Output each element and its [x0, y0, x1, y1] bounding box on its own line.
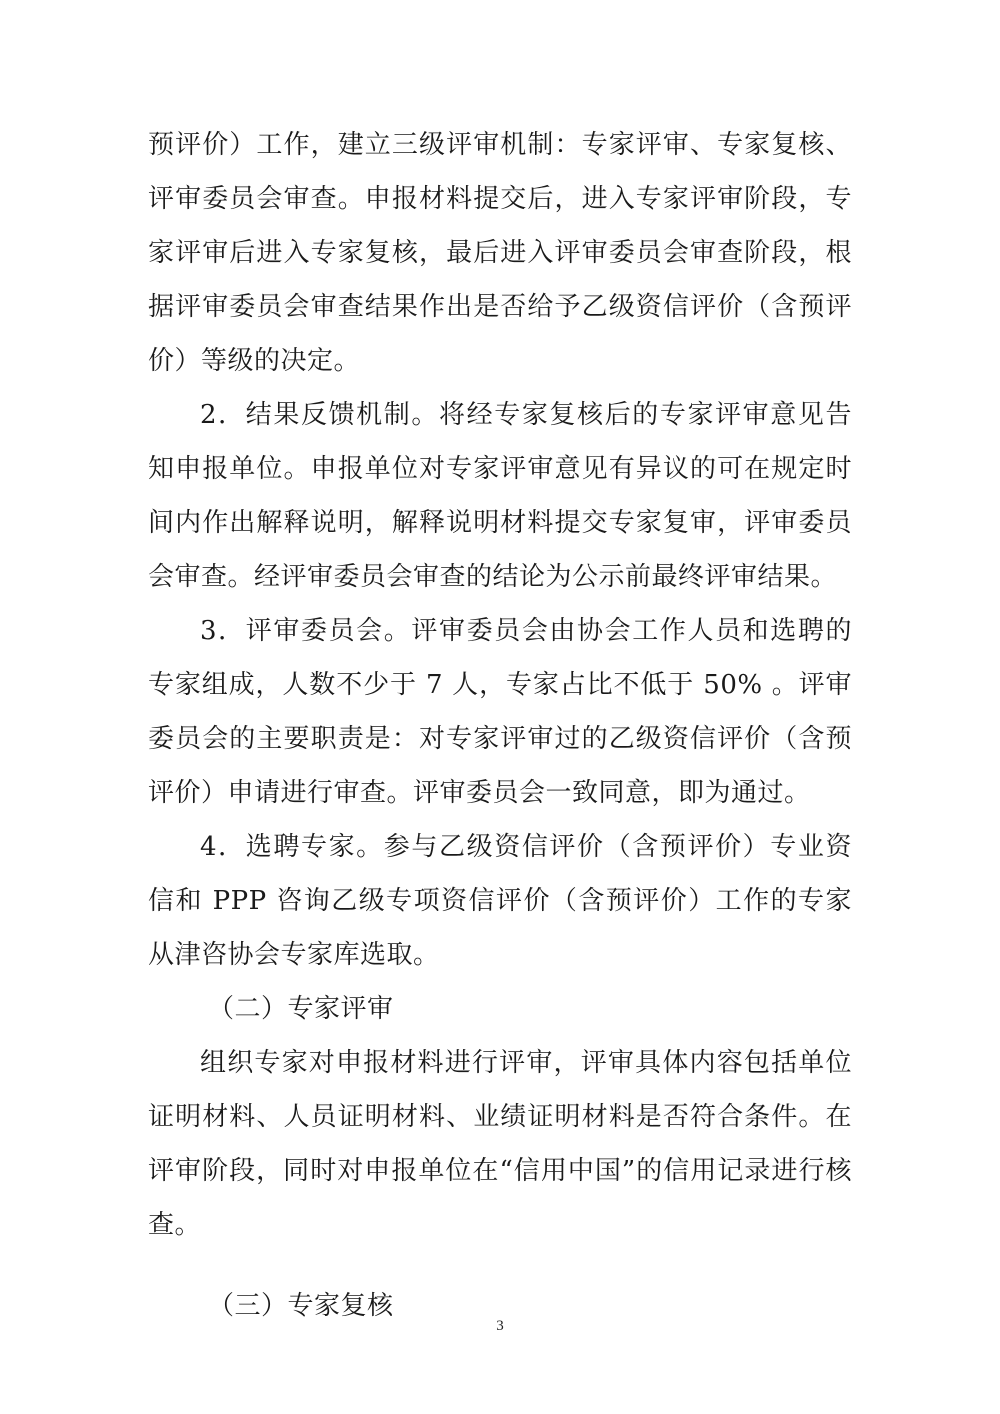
paragraph-review-mechanism: 预评价）工作，建立三级评审机制：专家评审、专家复核、评审委员会审查。申报材料提交后，进入专家评审阶段，专家评审后进入专家复核，最后进入评审委员会审查阶段，根据评审委员会审查结果作出是否给予乙级资信评价（含预评价）等级的决定。: [148, 130, 852, 376]
paragraph-expert-review: 组织专家对申报材料进行评审，评审具体内容包括单位证明材料、人员证明材料、业绩证明材料是否符合条件。在评审阶段，同时对申报单位在“信用中国”的信用记录进行核查。: [148, 1048, 852, 1240]
paragraph-expert-selection: 4．选聘专家。参与乙级资信评价（含预评价）专业资信和 PPP 咨询乙级专项资信评价（含预评价）工作的专家从津咨协会专家库选取。: [148, 832, 852, 970]
page-number: 3: [496, 1318, 504, 1334]
section-heading-expert-recheck: （三）专家复核: [208, 1291, 394, 1321]
spacer: [148, 1252, 852, 1279]
paragraph-feedback-mechanism: 2．结果反馈机制。将经专家复核后的专家评审意见告知申报单位。申报单位对专家评审意见有异议的可在规定时间内作出解释说明，解释说明材料提交专家复审，评审委员会审查。经评审委员会审查的结论为公示前最终评审结果。: [148, 400, 852, 592]
paragraph-review-committee: 3．评审委员会。评审委员会由协会工作人员和选聘的专家组成，人数不少于 7 人，专家占比不低于 50% 。评审委员会的主要职责是：对专家评审过的乙级资信评价（含预评价）申请进行审查。评审委员会一致同意，即为通过。: [148, 616, 852, 808]
section-heading-expert-review: （二）专家评审: [208, 994, 394, 1024]
document-body: [148, 118, 852, 1333]
